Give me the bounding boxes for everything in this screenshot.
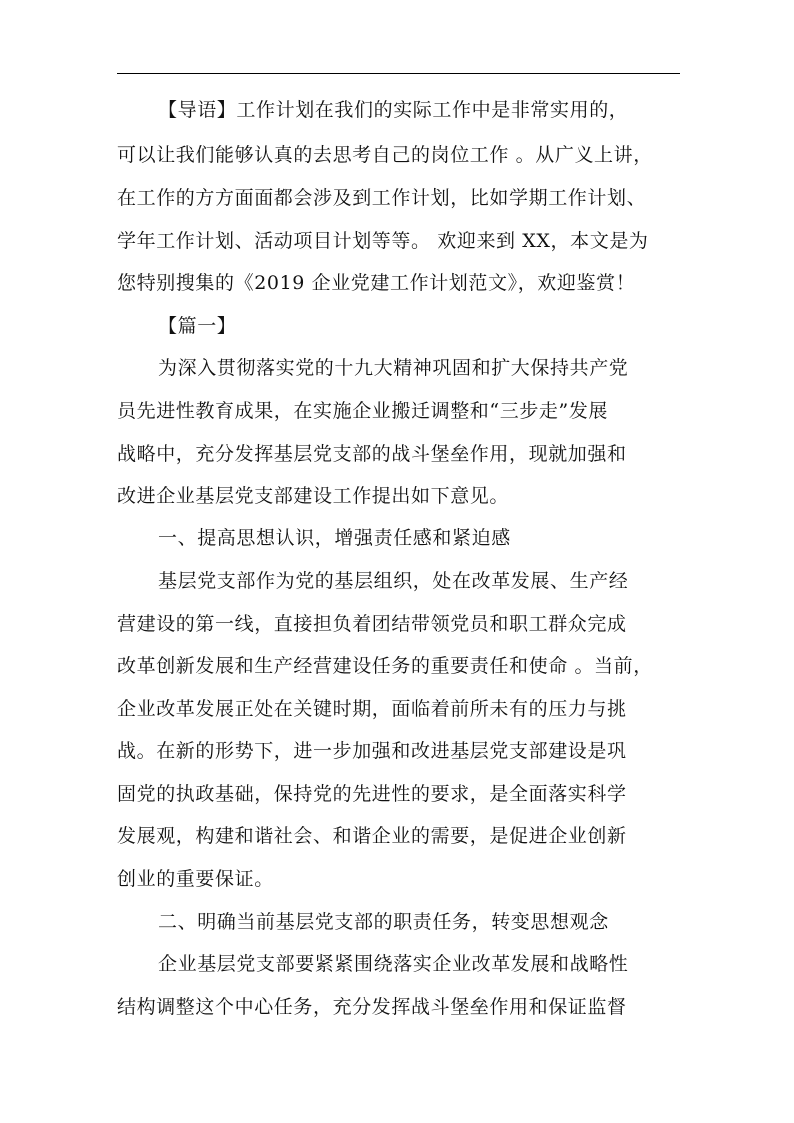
paragraph-line: 基层党支部作为党的基层组织，处在改革发展、生产经 bbox=[158, 570, 629, 592]
paragraph-line: 战。在新的形势下，进一步加强和改进基层党支部建设是巩 bbox=[117, 740, 627, 762]
paragraph-line: 固党的执政基础，保持党的先进性的要求，是全面落实科学 bbox=[117, 783, 627, 805]
paragraph-line: 改革创新发展和生产经营建设任务的重要责任和使命 。当前， bbox=[117, 655, 653, 677]
paragraph-line: 结构调整这个中心任务，充分发挥战斗堡垒作用和保证监督 bbox=[117, 996, 627, 1018]
paragraph-line: 为深入贯彻落实党的十九大精神巩固和扩大保持共产党 bbox=[158, 357, 629, 379]
paragraph-line: 创业的重要保证。 bbox=[117, 868, 274, 890]
intro-line-4: 学年工作计划、活动项目计划等等。 欢迎来到 XX，本文是为 bbox=[117, 230, 649, 252]
intro-line-1: 【导语】工作计划在我们的实际工作中是非常实用的， bbox=[158, 99, 629, 121]
paragraph-line: 营建设的第一线，直接担负着团结带领党员和职工群众完成 bbox=[117, 613, 627, 635]
intro-line-2: 可以让我们能够认真的去思考自己的岗位工作 。从广义上讲， bbox=[117, 144, 653, 166]
paragraph-line: 发展观，构建和谐社会、和谐企业的需要，是促进企业创新 bbox=[117, 825, 627, 847]
paragraph-line: 企业基层党支部要紧紧围绕落实企业改革发展和战略性 bbox=[158, 953, 629, 975]
intro-line-3: 在工作的方方面面都会涉及到工作计划，比如学期工作计划、 bbox=[117, 187, 647, 209]
paragraph-line: 员先进性教育成果，在实施企业搬迁调整和“三步走”发展 bbox=[117, 400, 609, 422]
subheading-two: 二、明确当前基层党支部的职责任务，转变思想观念 bbox=[158, 911, 609, 933]
paragraph-line: 企业改革发展正处在关键时期，面临着前所未有的压力与挑 bbox=[117, 698, 627, 720]
subheading-one: 一、提高思想认识，增强责任感和紧迫感 bbox=[158, 527, 511, 549]
intro-line-5: 您特别搜集的《2019 企业党建工作计划范文》，欢迎鉴赏！ bbox=[117, 272, 636, 294]
paragraph-line: 改进企业基层党支部建设工作提出如下意见。 bbox=[117, 485, 510, 507]
paragraph-line: 战略中，充分发挥基层党支部的战斗堡垒作用，现就加强和 bbox=[117, 443, 627, 465]
section-heading-part-one: 【篇一】 bbox=[158, 315, 237, 337]
header-rule bbox=[117, 73, 680, 74]
